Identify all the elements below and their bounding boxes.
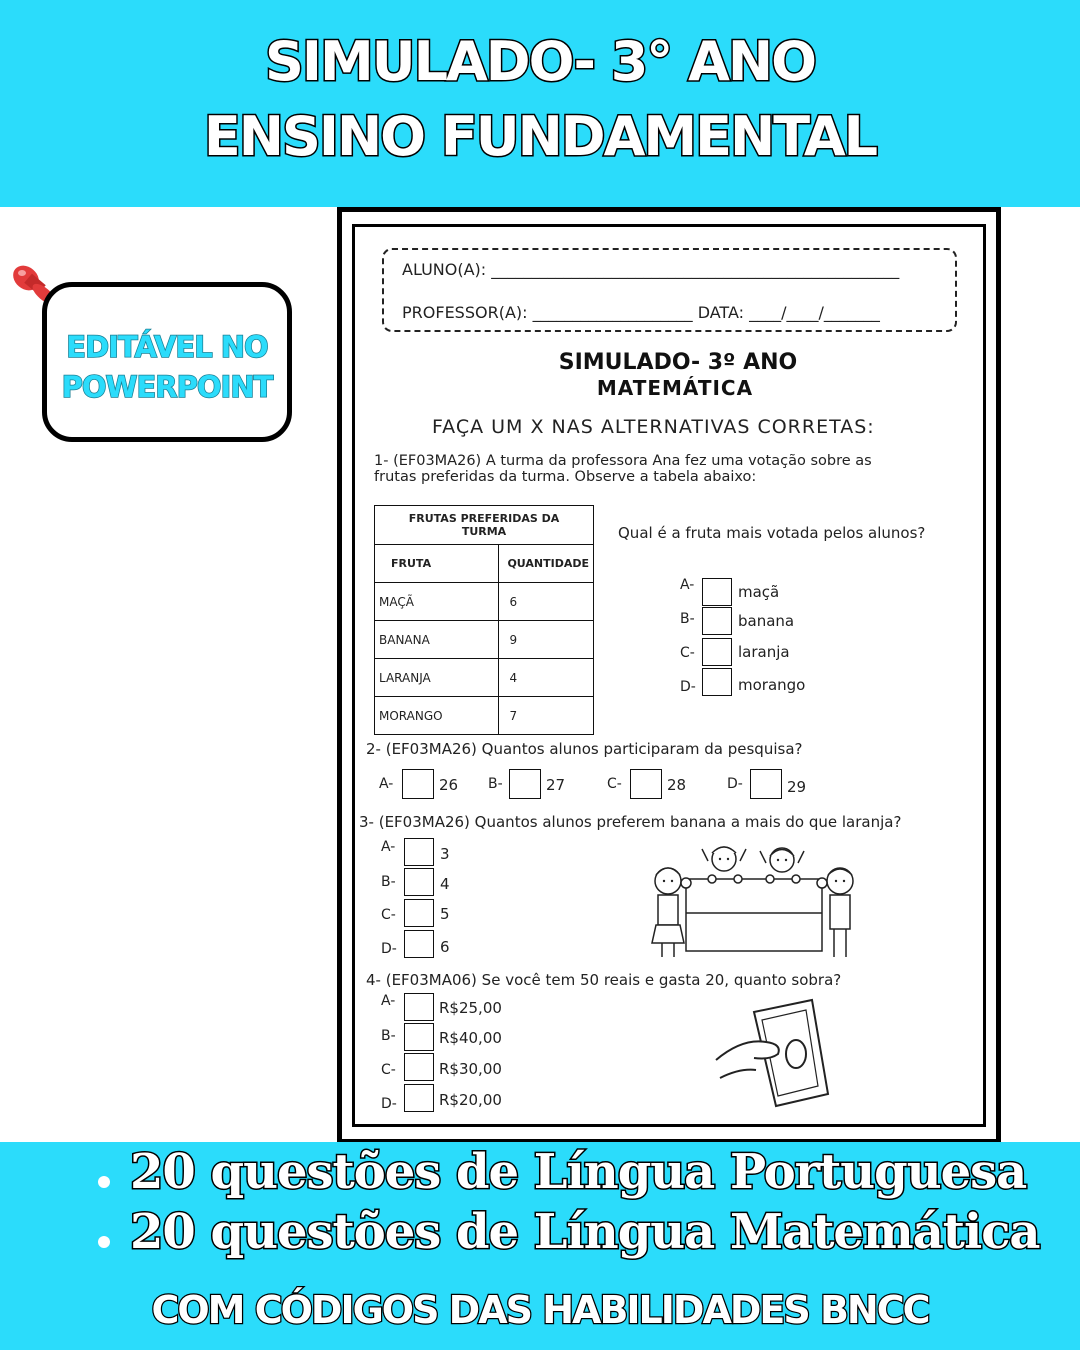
q3-option-b-checkbox[interactable] xyxy=(404,868,434,896)
q2-option-b-checkbox[interactable] xyxy=(509,769,541,799)
header-title-line1: SIMULADO- 3° ANO xyxy=(265,30,815,93)
q1-option-d-checkbox[interactable] xyxy=(702,668,732,696)
table-header-fruit: FRUTA xyxy=(375,545,499,583)
badge-line1: EDITÁVEL NO xyxy=(66,330,268,364)
q4-option-letter: A- xyxy=(381,993,396,1009)
fruits-table xyxy=(374,505,594,735)
q4-text: 4- (EF03MA06) Se você tem 50 reais e gasta 20, quanto sobra? xyxy=(366,971,842,989)
q4-option-letter: D- xyxy=(381,1096,397,1112)
bullet-dot xyxy=(98,1236,110,1248)
q2-text: 2- (EF03MA26) Quantos alunos participaram da pesquisa? xyxy=(366,740,803,758)
q4-option-text: R$25,00 xyxy=(439,999,502,1017)
table-cell-fruit: BANANA xyxy=(375,621,499,659)
q3-option-text: 6 xyxy=(440,938,450,956)
q4-option-letter: B- xyxy=(381,1028,396,1044)
q1-question: Qual é a fruta mais votada pelos alunos? xyxy=(618,524,926,542)
q3-option-text: 5 xyxy=(440,905,450,923)
q1-option-text: laranja xyxy=(738,643,790,661)
q2-option-text: 28 xyxy=(667,776,687,794)
header-banner xyxy=(0,0,1080,207)
teacher-date-line: PROFESSOR(A): ____________________ DATA: ____/____/_______ xyxy=(402,303,880,322)
q1-option-letter: A- xyxy=(680,577,695,593)
q3-option-letter: C- xyxy=(381,907,396,923)
q1-option-c-checkbox[interactable] xyxy=(702,638,732,666)
q3-option-a-checkbox[interactable] xyxy=(404,838,434,866)
q2-option-c-checkbox[interactable] xyxy=(630,769,662,799)
q4-option-text: R$40,00 xyxy=(439,1029,502,1047)
q2-option-text: 26 xyxy=(439,776,459,794)
q1-text-line2: frutas preferidas da turma. Observe a tabela abaixo: xyxy=(374,469,757,485)
q3-text: 3- (EF03MA26) Quantos alunos preferem banana a mais do que laranja? xyxy=(359,813,902,831)
footer-bullet-2: 20 questões de Língua Matemática xyxy=(130,1204,1040,1260)
q2-option-letter: C- xyxy=(607,776,622,792)
q1-option-text: morango xyxy=(738,676,806,694)
q3-option-text: 3 xyxy=(440,845,450,863)
table-cell-qty: 7 xyxy=(499,697,594,735)
table-cell-fruit: LARANJA xyxy=(375,659,499,697)
table-cell-qty: 9 xyxy=(499,621,594,659)
q2-option-letter: A- xyxy=(379,776,394,792)
q1-option-text: banana xyxy=(738,612,795,630)
hand-money-illustration xyxy=(712,998,836,1110)
q1-option-text: maçã xyxy=(738,583,780,601)
student-name-line: ALUNO(A): ___________________________________________________ xyxy=(402,260,900,279)
q2-option-d-checkbox[interactable] xyxy=(750,769,782,799)
q4-option-text: R$20,00 xyxy=(439,1091,502,1109)
table-row xyxy=(375,621,594,659)
table-row xyxy=(375,583,594,621)
q1-text xyxy=(374,453,872,485)
q3-option-letter: D- xyxy=(381,941,397,957)
worksheet-title: SIMULADO- 3º ANO xyxy=(558,350,798,375)
q4-option-c-checkbox[interactable] xyxy=(404,1053,434,1081)
q1-option-b-checkbox[interactable] xyxy=(702,607,732,635)
q4-option-a-checkbox[interactable] xyxy=(404,993,434,1021)
q1-text-line1: 1- (EF03MA26) A turma da professora Ana fez uma votação sobre as xyxy=(374,453,872,469)
q1-option-letter: C- xyxy=(680,645,695,661)
q4-option-b-checkbox[interactable] xyxy=(404,1023,434,1051)
table-row xyxy=(375,659,594,697)
q3-option-letter: A- xyxy=(381,839,396,855)
instruction: FAÇA UM X NAS ALTERNATIVAS CORRETAS: xyxy=(432,416,875,438)
q1-option-letter: B- xyxy=(680,611,695,627)
q3-option-d-checkbox[interactable] xyxy=(404,930,434,958)
footer-bncc: COM CÓDIGOS DAS HABILIDADES BNCC xyxy=(151,1288,929,1332)
worksheet-subject: MATEMÁTICA xyxy=(596,376,754,400)
q4-option-d-checkbox[interactable] xyxy=(404,1084,434,1112)
q1-option-a-checkbox[interactable] xyxy=(702,578,732,606)
table-title: FRUTAS PREFERIDAS DA TURMA xyxy=(375,506,594,545)
q2-option-text: 29 xyxy=(787,778,807,796)
q3-option-c-checkbox[interactable] xyxy=(404,899,434,927)
q2-option-letter: D- xyxy=(727,776,743,792)
table-cell-fruit: MAÇÃ xyxy=(375,583,499,621)
badge-line2: POWERPOINT xyxy=(61,370,273,404)
footer-bullet-1: 20 questões de Língua Portuguesa xyxy=(130,1144,1027,1200)
bullet-dot xyxy=(98,1176,110,1188)
table-cell-qty: 6 xyxy=(499,583,594,621)
q3-option-text: 4 xyxy=(440,875,450,893)
q2-option-letter: B- xyxy=(488,776,503,792)
q3-option-letter: B- xyxy=(381,874,396,890)
q2-option-text: 27 xyxy=(546,776,566,794)
table-header-qty: QUANTIDADE xyxy=(499,545,594,583)
q4-option-text: R$30,00 xyxy=(439,1060,502,1078)
q1-option-letter: D- xyxy=(680,679,696,695)
children-banner-illustration xyxy=(642,843,866,963)
table-cell-fruit: MORANGO xyxy=(375,697,499,735)
table-cell-qty: 4 xyxy=(499,659,594,697)
q4-option-letter: C- xyxy=(381,1062,396,1078)
header-title-line2: ENSINO FUNDAMENTAL xyxy=(203,105,877,168)
q2-option-a-checkbox[interactable] xyxy=(402,769,434,799)
table-row xyxy=(375,697,594,735)
